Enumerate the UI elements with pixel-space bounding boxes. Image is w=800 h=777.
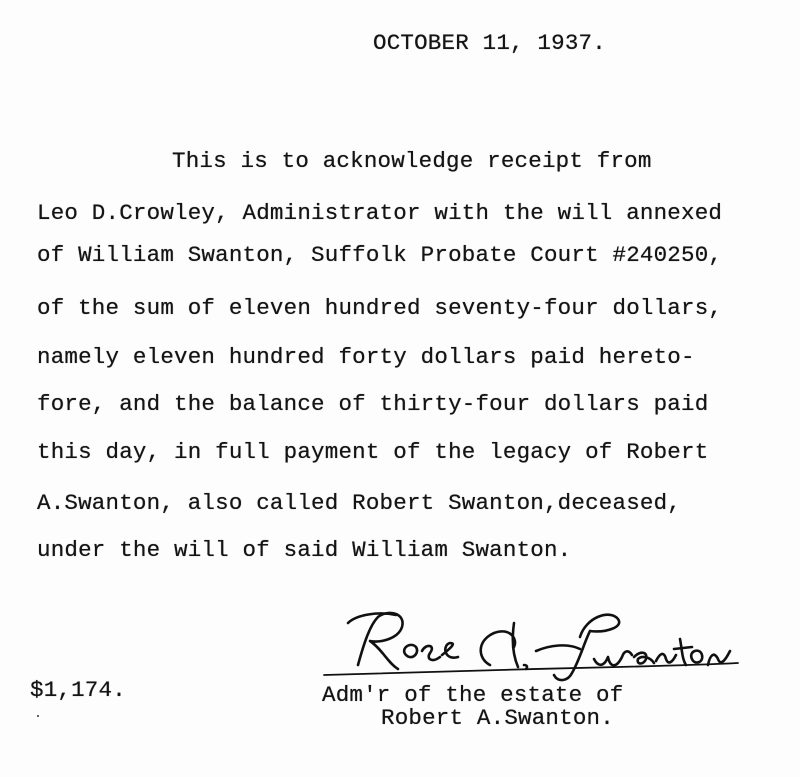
body-line-5: namely eleven hundred forty dollars paid hereto-	[37, 344, 695, 370]
body-line-7: this day, in full payment of the legacy of Robert	[37, 439, 709, 465]
body-line-2: Leo D.Crowley, Administrator with the will annexed	[37, 200, 723, 226]
signature-title-line-1: Adm'r of the estate of	[322, 682, 624, 708]
body-line-8: A.Swanton, also called Robert Swanton,deceased,	[37, 490, 682, 516]
ink-speck	[37, 715, 39, 717]
body-line-3: of William Swanton, Suffolk Probate Court #240250,	[37, 242, 723, 268]
body-line-6: fore, and the balance of thirty-four dollars paid	[37, 391, 709, 417]
body-line-4: of the sum of eleven hundred seventy-four dollars,	[37, 295, 723, 321]
receipt-amount: $1,174.	[30, 677, 126, 703]
signature-title-line-2: Robert A.Swanton.	[381, 705, 614, 731]
body-line-1: This is to acknowledge receipt from	[172, 148, 652, 174]
document-date: OCTOBER 11, 1937.	[373, 30, 606, 56]
body-line-9: under the will of said William Swanton.	[37, 537, 572, 563]
handwritten-signature	[318, 603, 748, 693]
